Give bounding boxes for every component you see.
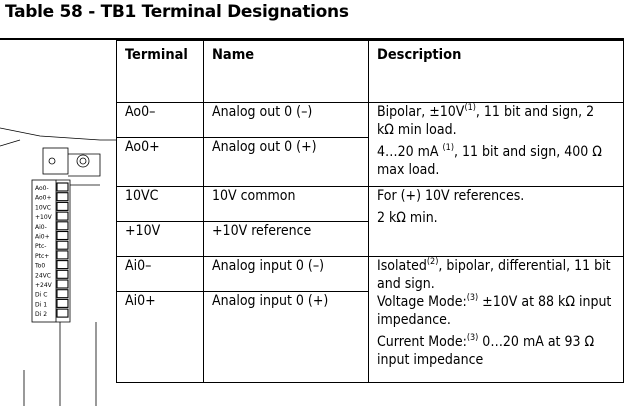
terminal-label: Ao0-	[35, 185, 49, 192]
table-title: Table 58 - TB1 Terminal Designations	[5, 2, 349, 22]
terminal-cell: Ai0–	[117, 257, 204, 292]
terminal-screw	[57, 270, 68, 278]
terminal-screw	[57, 193, 68, 201]
name-cell: Analog out 0 (–)	[204, 103, 369, 138]
terminal-label: To0	[35, 262, 46, 270]
terminal-screw	[57, 251, 68, 259]
desc-text: Bipolar, $\pm 10V^{(1)}$, 11 bit and sign, 2 kΩ min load.	[377, 103, 595, 138]
desc-text: 4…20 mA $^{(1)}$, 11 bit and sign, 400 Ω max load.	[377, 143, 602, 178]
terminal-screw	[57, 241, 68, 249]
terminal-screw	[57, 222, 68, 230]
terminal-label: +10V	[35, 214, 52, 222]
terminal-screw	[57, 309, 68, 317]
terminal-label: Di 2	[35, 311, 48, 319]
terminal-screw	[57, 280, 68, 288]
terminal-label: Di C	[35, 291, 48, 299]
terminal-screw	[57, 261, 68, 269]
header-terminal: Terminal	[117, 41, 204, 103]
desc-text: Voltage Mode:$^{(3)}$ ±10V at 88 kΩ input impedance.	[377, 293, 612, 328]
terminal-label: 10VC	[35, 204, 51, 212]
terminal-screw	[57, 290, 68, 298]
terminal-label: Di 1	[35, 301, 48, 309]
terminal-block-cells	[34, 183, 68, 318]
desc-text: Isolated$^{(2)}$, bipolar, differential, 11 bit and sign.	[377, 257, 611, 292]
name-cell: Analog input 0 (+)	[204, 292, 369, 383]
terminal-block-diagram	[0, 40, 116, 406]
terminal-screw	[57, 212, 68, 220]
table-row	[117, 187, 624, 222]
name-cell: Analog input 0 (–)	[204, 257, 369, 292]
name-cell: +10V reference	[204, 222, 369, 257]
terminal-cell: +10V	[117, 222, 204, 257]
table-row	[117, 257, 624, 292]
terminal-label: Ai0-	[35, 223, 47, 231]
description-cell	[369, 103, 624, 187]
header-row	[117, 41, 624, 103]
desc-text: For (+) 10V references.	[377, 188, 525, 204]
terminal-label: +24V	[35, 282, 52, 289]
terminal-cell: Ao0+	[117, 138, 204, 187]
description-cell	[369, 187, 624, 257]
desc-text: Current Mode:$^{(3)}$ 0…20 mA at 93 Ω input impedance	[377, 333, 595, 368]
terminal-screw	[57, 202, 68, 210]
terminal-cell: Ai0+	[117, 292, 204, 383]
terminal-screw	[57, 299, 68, 307]
desc-text: 2 kΩ min.	[377, 210, 438, 226]
terminal-table	[116, 40, 624, 383]
terminal-screw	[57, 232, 68, 240]
terminal-screw	[57, 183, 68, 191]
terminal-cell: 10VC	[117, 187, 204, 222]
header-description: Description	[369, 41, 624, 103]
name-cell: Analog out 0 (+)	[204, 138, 369, 187]
header-name: Name	[204, 41, 369, 103]
table-row	[117, 103, 624, 138]
name-cell: 10V common	[204, 187, 369, 222]
terminal-label: Ptc+	[35, 252, 50, 260]
terminal-label: Ai0+	[35, 233, 50, 241]
terminal-label: 24VC	[35, 272, 51, 280]
terminal-cell: Ao0–	[117, 103, 204, 138]
terminal-label: Ptc-	[35, 243, 47, 251]
description-cell	[369, 257, 624, 383]
terminal-label: Ao0+	[35, 194, 52, 202]
